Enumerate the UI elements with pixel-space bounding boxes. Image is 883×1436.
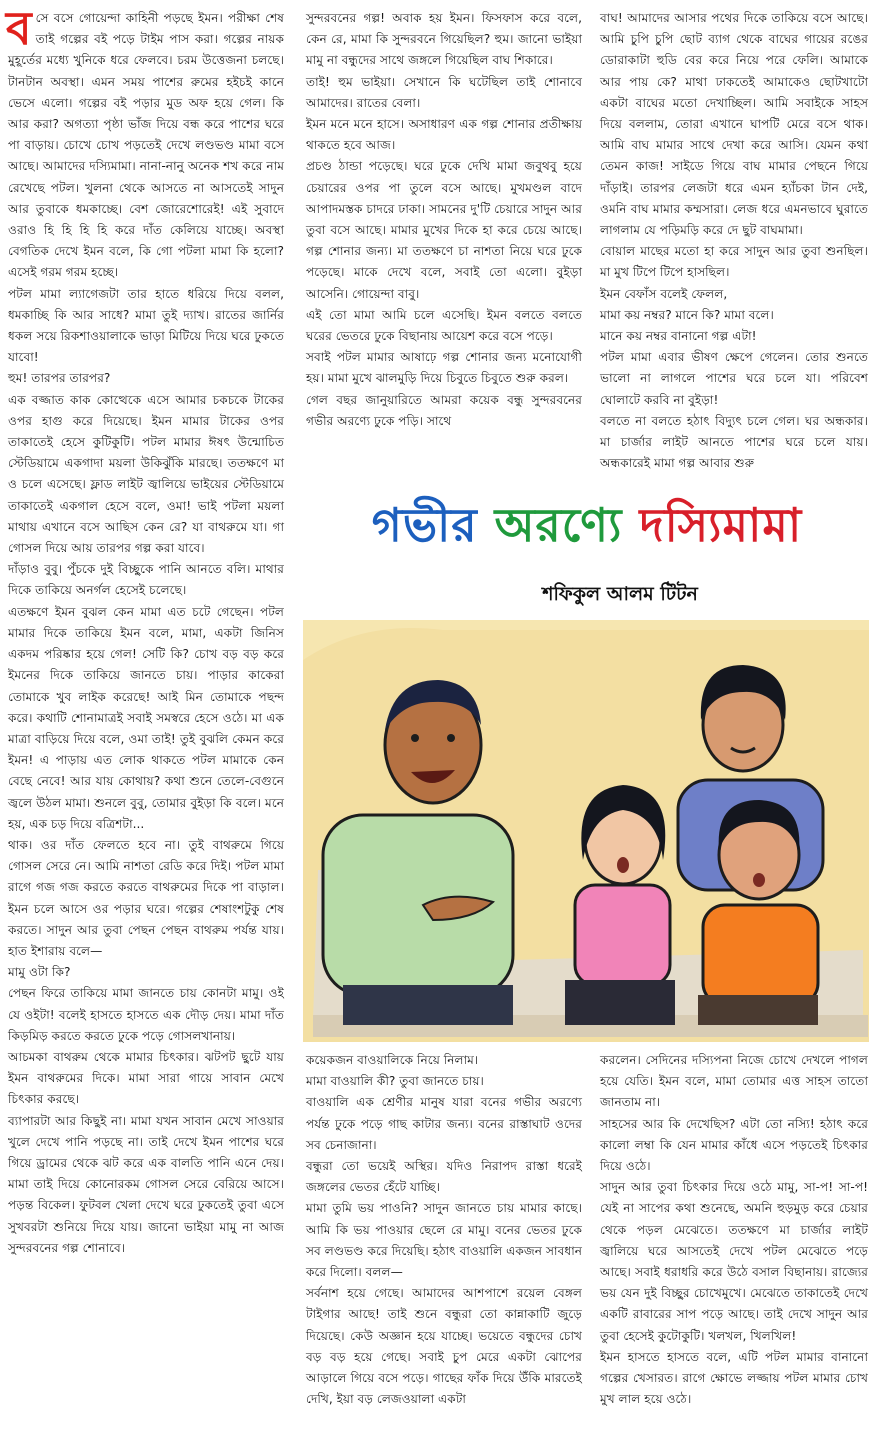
paragraph: পটল মামা এবার ভীষণ ক্ষেপে গেলেন। তোর শুনতে ভালো না লাগলে পাশের ঘরে চলে যা। পরিবেশ ঘোলাটে করবি না বুইড়া! (600, 350, 868, 407)
column-right-top (600, 8, 868, 474)
paragraph: মানে কয় নম্বর বানানো গল্প এটা! (600, 329, 757, 344)
young-boy-mouth (753, 873, 765, 887)
column-right-bottom (600, 1050, 868, 1410)
paragraph: এতক্ষণে ইমন বুঝল কেন মামা এত চটে গেছেন। পটল মামার দিকে তাকিয়ে ইমন বলে, মামা, একটা জিনিস একদম পরিষ্কার হয়ে গেল! সেটি কি? চোখ বড় বড় করে ইমনের দিকে তাকিয়ে জানতে চায়। পাড়ার কাকেরা তোমাকে খুব লাইক করেছে! আই মিন তোমাকে পছন্দ করে। কথাটি শোনামাত্রই সবাই সমস্বরে হেসে ওঠে। মা এক মাত্রা বাড়িয়ে দিয়ে বলে, ওমা তাই! তুই বুঝলি কেমন করে ইমন! এ পাড়ায় এত লোক থাকতে পটল মামাকে কেন বেছে নেবে! আর যায় কোথায়? কথা শুনে তেলে-বেগুনে জ্বলে উঠল মামা। শুনলে বুবু, তোমার বুইড়া কি বলে। মনে হয়, এক চড় দিয়ে বত্রিশটা... (8, 604, 284, 831)
paragraph: সে বসে গোয়েন্দা কাহিনী পড়ছে ইমন। পরীক্ষা শেষ তাই গল্পের বই পড়ে টাইম পাস করা। গল্পের নায়ক মুহূর্তের মধ্যে খুনিকে ধরে ফেলবে। চরম উত্তেজনা চলছে। টানটান অবস্থা। এমন সময় পাশের রুমের হইচই কানে ভেসে এলো। গল্পের বই পড়ার মুড অফ হয়ে গেল। কি আর করা? অগত্যা পৃষ্ঠা ভাঁজ দিয়ে বন্ধ করে পাশের ঘরে পা বাড়ায়। চোখে চোখ পড়তেই দেখে লণ্ডভণ্ড মামা বসে আছে। আমাদের দস্যিমামা। নানা-নানু অনেক শখ করে নাম রেখেছে পটল। খুলনা থেকে আসতে না আসতেই সাদুন আর তুবাকে ধমকাচ্ছে। বেশ জোরেশোরেই! এই সুবাদে ওরাও হি হি হি হি করে দাঁত কেলিয়ে যাচ্ছে। অবস্থা বেগতিক দেখে ইমন বলে, কি গো পটলা মামা কি হলো? এসেই গরম গরম হচ্ছে। (8, 11, 284, 280)
paragraph: মামা বাওয়ালি কী? তুবা জানতে চায়। (306, 1074, 484, 1089)
uncle-trousers (343, 985, 513, 1025)
paragraph: থাক। ওর দাঁত ফেলতে হবে না। তুই বাথরুমে গিয়ে গোসল সেরে নে। আমি নাশতা রেডি করে দিই। পটল মামা রাগে গজ গজ করতে করতে বাথরুমের দিকে পা বাড়াল। ইমন চলে আসে ওর পড়ার ঘরে। গল্পের শেষাংশটুকু শেষ করতে। সাদুন আর তুবা পেছন পেছন বাথরুম পর্যন্ত যায়। হাত ইশারায় বলে— (8, 837, 284, 958)
story-illustration (303, 620, 869, 1042)
paragraph: মামু ওটা কি? (8, 965, 71, 980)
paragraph: ইমন হাসতে হাসতে বলে, এটি পটল মামার বানানো গল্পের খেসারত। রাগে ক্ষোভে লজ্জায় পটল মামার চোখ মুখ লাল হয়ে ওঠে। (600, 1349, 868, 1407)
paragraph: সর্বনাশ হয়ে গেছে। আমাদের আশপাশে রয়েল বেঙ্গল টাইগার আছে! তাই শুনে বন্ধুরা তো কান্নাকাটি জুড়ে দিয়েছে। কেউ অজ্ঞান হয়ে যাচ্ছে। ভয়েতে বন্ধুদের চোখ বড় বড় হয়ে গেছে। সবাই চুপ মেরে একটা ঝোপের আড়ালে গিয়ে বসে পড়ে। গাছের ফাঁক দিয়ে উঁকি মারতেই দেখি, ইয়া বড় লেজওয়ালা একটা (306, 1286, 582, 1407)
paragraph: প্রচণ্ড ঠান্ডা পড়েছে। ঘরে ঢুকে দেখি মামা জবুথবু হয়ে চেয়ারের ওপর পা তুলে বসে আছে। মুখমণ্ডল বাদে আপাদমস্তক চাদরে ঢাকা। সামনের দু'টি চেয়ারে সাদুন আর তুবা বসে আছে। মামার মুখের দিকে হা করে চেয়ে আছে। গল্প শোনার জন্য। মা ততক্ষণে চা নাশতা নিয়ে ঘরে ঢুকে পড়েছে। মাকে দেখে বলে, সবাই তো এলো। বুইড়া আসেনি। গোয়েন্দা বাবু। (306, 159, 582, 301)
uncle-eye (447, 734, 455, 742)
paragraph: এক বজ্জাত কাক কোত্থেকে এসে আমার চকচকে টাকের ওপর হাগু করে দিয়েছে। ইমন মামার টাকের ওপর তাকাতেই হেসে কুটিকুটি। পটল মামার ঈষৎ উন্মোচিত স্টেডিয়ামে একগাদা ময়লা উকিঝুঁকি মারছে। ততক্ষণে মা ও চলে এসেছে। ফ্লাড লাইট জ্বালিয়ে ভাইয়ের স্টেডিয়ামে তাকাতেই একগাল হেসে বলে, ওমা! ভাই পটলা ময়লা মাথায় এখানে বসে আছিস কেন রে? যা বাথরুমে যা। গা গোসল দিয়ে আয় তারপর গল্প করা যাবে। (8, 392, 284, 556)
paragraph: ইমন বেফাঁস বলেই ফেলল, (600, 286, 728, 301)
paragraph: মামা তুমি ভয় পাওনি? সাদুন জানতে চায় মামার কাছে। আমি কি ভয় পাওয়ার ছেলে রে মামু। বনের ভেতর ঢুকে সব লণ্ডভণ্ড করে দিয়েছি। হঠাৎ বাওয়ালি একজন সাবধান করে দিলো। বলল— (306, 1201, 582, 1280)
drop-cap: ব (6, 1, 32, 55)
girl-mouth (617, 857, 629, 873)
author-name: শফিকুল আলম টিটন (542, 583, 698, 605)
paragraph: করলেন। সেদিনের দস্যিপনা নিজে চোখে দেখলে পাগল হয়ে যেতি। ইমন বলে, মামা তোমার এত্ত সাহস তাতো জানতাম না। (600, 1053, 868, 1110)
paragraph: বাঘ! আমাদের আসার পথের দিকে তাকিয়ে বসে আছে। আমি চুপি চুপি ছোট ব্যাগ থেকে বাঘের গায়ের রঙের ডোরাকাটা হুডি বের করে নিয়ে পরে ফেলি। আমাকে আর পায় কে? মাথা ঢাকতেই আমাকেও ছোটখাটো একটা বাঘের মতো দেখাচ্ছিল। আমি সবাইকে সাহস দিয়ে বললাম, তোরা এখানে ঘাপটি মেরে বসে থাক। আমি বাঘ মামার সাথে দেখা করে আসি। যেমন কথা তেমন কাজ! সাইডে গিয়ে বাঘ মামার পেছনে গিয়ে দাঁড়াই। তারপর লেজটা ধরে এমন হ্যাঁচকা টান দেই, ওমনি বাঘ মামার কম্মসারা। লেজ ধরে এমনভাবে ঘুরাতে লাগলাম যে পড়িমড়ি করে দে ছুট বাঘমামা। (600, 11, 868, 238)
paragraph: পেছন ফিরে তাকিয়ে মামা জানতে চায় কোনটা মামু। ওই যে ওইটা! বলেই হাসতে হাসতে এক দৌড় দেয়। মামা দাঁত কিড়মিড় করতে করতে ঢুকে পড়ে গোসলখানায়। (8, 986, 284, 1043)
paragraph: বাওয়ালি এক শ্রেণীর মানুষ যারা বনের গভীর অরণ্যে পর্যন্ত ঢুকে পড়ে গাছ কাটার জন্য। বনের রাস্তাঘাট ওদের সব চেনাজানা। (306, 1095, 582, 1152)
paragraph: পটল মামা ল্যাগেজটা তার হাতে ধরিয়ে দিয়ে বলল, ধমকাচ্ছি কি আর সাধে? মামা তুই দ্যাখ। রাতের জার্নির ধকল সয়ে রিকশাওয়ালাকে ভাড়া মিটিয়ে দিয়ে ঘরে ঢুকতে যাবো! (8, 286, 284, 365)
paragraph: মামা কয় নম্বর? মানে কি? মামা বলে। (600, 307, 774, 322)
title-word-2: অরণ্যে (494, 498, 623, 552)
paragraph: ব্যাপারটা আর কিছুই না। মামা যখন সাবান মেখে সাওয়ার খুলে দেখে পানি পড়ছে না। তাই দেখে ইমন পাশের ঘরে গিয়ে ড্রামের থেকে ঝট করে এক বালতি পানি এনে দেয়। মামা তাই দিয়ে কোনোরকম গোসল সেরে বেরিয়ে আসে। পড়ন্ত বিকেল। ফুটবল খেলা দেখে ঘরে ঢুকতেই তুবা এসে সুখবরটা শুনিয়ে দিয়ে যায়। জানো ভাইয়া মামু না আজ সুন্দরবনের গল্প শোনাবে। (8, 1113, 284, 1255)
paragraph: ইমন মনে মনে হাসে। অসাধারণ এক গল্প শোনার প্রতীক্ষায় থাকতে হবে আজ। (306, 117, 582, 153)
girl-legs (565, 980, 675, 1025)
uncle-eye (411, 734, 419, 742)
girl-dress (575, 885, 670, 985)
paragraph: হুম! তারপর তারপর? (8, 371, 111, 386)
paragraph: আচমকা বাথরুম থেকে মামার চিৎকার। ঝটপট ছুটে যায় ইমন বাথরুমের দিকে। মামা সারা গায়ে সাবান মেখে চিৎকার করছে। (8, 1049, 284, 1107)
paragraph: বোয়াল মাছের মতো হা করে সাদুন আর তুবা শুনছিল। মা মুখ টিপে টিপে হাসছিল। (600, 244, 868, 280)
paragraph: সাহসের আর কি দেখেছিস? এটা তো নস্যি! হঠাৎ করে কালো লম্বা কি যেন মামার কাঁধে এসে পড়তেই চিৎকার দিয়ে ওঠে। (600, 1116, 868, 1174)
paragraph: তাই! হুম ভাইয়া। সেখানে কি ঘটেছিল তাই শোনাবে আমাদের। রাতের বেলা। (306, 74, 582, 110)
story-title (306, 495, 868, 555)
paragraph: বন্ধুরা তো ভয়েই অস্থির। যদিও নিরাপদ রাস্তা ধরেই জঙ্গলের ভেতর হেঁটে যাচ্ছি। (306, 1159, 582, 1195)
paragraph: কয়েকজন বাওয়ালিকে নিয়ে নিলাম। (306, 1053, 479, 1067)
boy-tshirt (703, 905, 818, 1005)
paragraph: বলতে না বলতে হঠাৎ বিদ্যুৎ চলে গেল। ঘর অন্ধকার। মা চার্জার লাইট আনতে পাশের ঘরে চলে যায়। অন্ধকারেই মামা গল্প আবার শুরু (600, 413, 868, 471)
title-word-3: দস্যিমামা (639, 498, 803, 552)
column-middle-top (306, 8, 582, 432)
paragraph: এই তো মামা আমি চলে এসেছি। ইমন বলতে বলতে ঘরের ভেতরে ঢুকে বিছানায় আয়েশ করে বসে পড়ে। (306, 307, 582, 344)
column-middle-bottom (306, 1050, 582, 1410)
paragraph: দাঁড়াও বুবু। পুঁচকে দুই বিচ্ছুকে পানি আনতে বলি। মাথার দিকে তাকিয়ে অনর্গল হেসেই চলেছে। (8, 562, 284, 598)
paragraph: গেল বছর জানুয়ারিতে আমরা কয়েক বন্ধু সুন্দরবনের গভীর অরণ্যে ঢুকে পড়ি। সাথে (306, 392, 582, 428)
paragraph: সুন্দরবনের গল্প! অবাক হয় ইমন। ফিসফাস করে বলে, কেন রে, মামা কি সুন্দরবনে গিয়েছিল? হুম। জানো ভাইয়া মামু না বন্ধুদের সাথে জঙ্গলে গিয়েছিল বাঘ শিকারে। (306, 11, 582, 68)
paragraph: সাদুন আর তুবা চিৎকার দিয়ে ওঠে মামু, সা-প! সা-প! যেই না সাপের কথা শুনেছে, অমনি হুড়মুড় করে চেয়ার থেকে পড়ল মেঝেতে। ততক্ষণে মা চার্জার লাইট জ্বালিয়ে ঘরে আসতেই দেখে পটল মেঝেতে পড়ে আছে। সবাই ধরাধরি করে উঠে বসাল বিছানায়। রাজ্যের ভয় যেন দুই বিচ্ছুর চোখেমুখে। মেঝেতে তাকাতেই দেখে একটি রাবারের সাপ পড়ে আছে। তাই দেখে সাদুন আর তুবা হেসেই কুটোকুটি। খলখল, খিলখিল! (600, 1180, 868, 1343)
title-word-1: গভীর (371, 498, 478, 552)
paragraph: সবাই পটল মামার আষাঢ়ে গল্প শোনার জন্য মনোযোগী হয়। মামা মুখে ঝালমুড়ি দিয়ে চিবুতে চিবুতে শুরু করল। (306, 350, 582, 386)
young-boy-shorts (698, 995, 818, 1025)
column-left (6, 1, 284, 1259)
